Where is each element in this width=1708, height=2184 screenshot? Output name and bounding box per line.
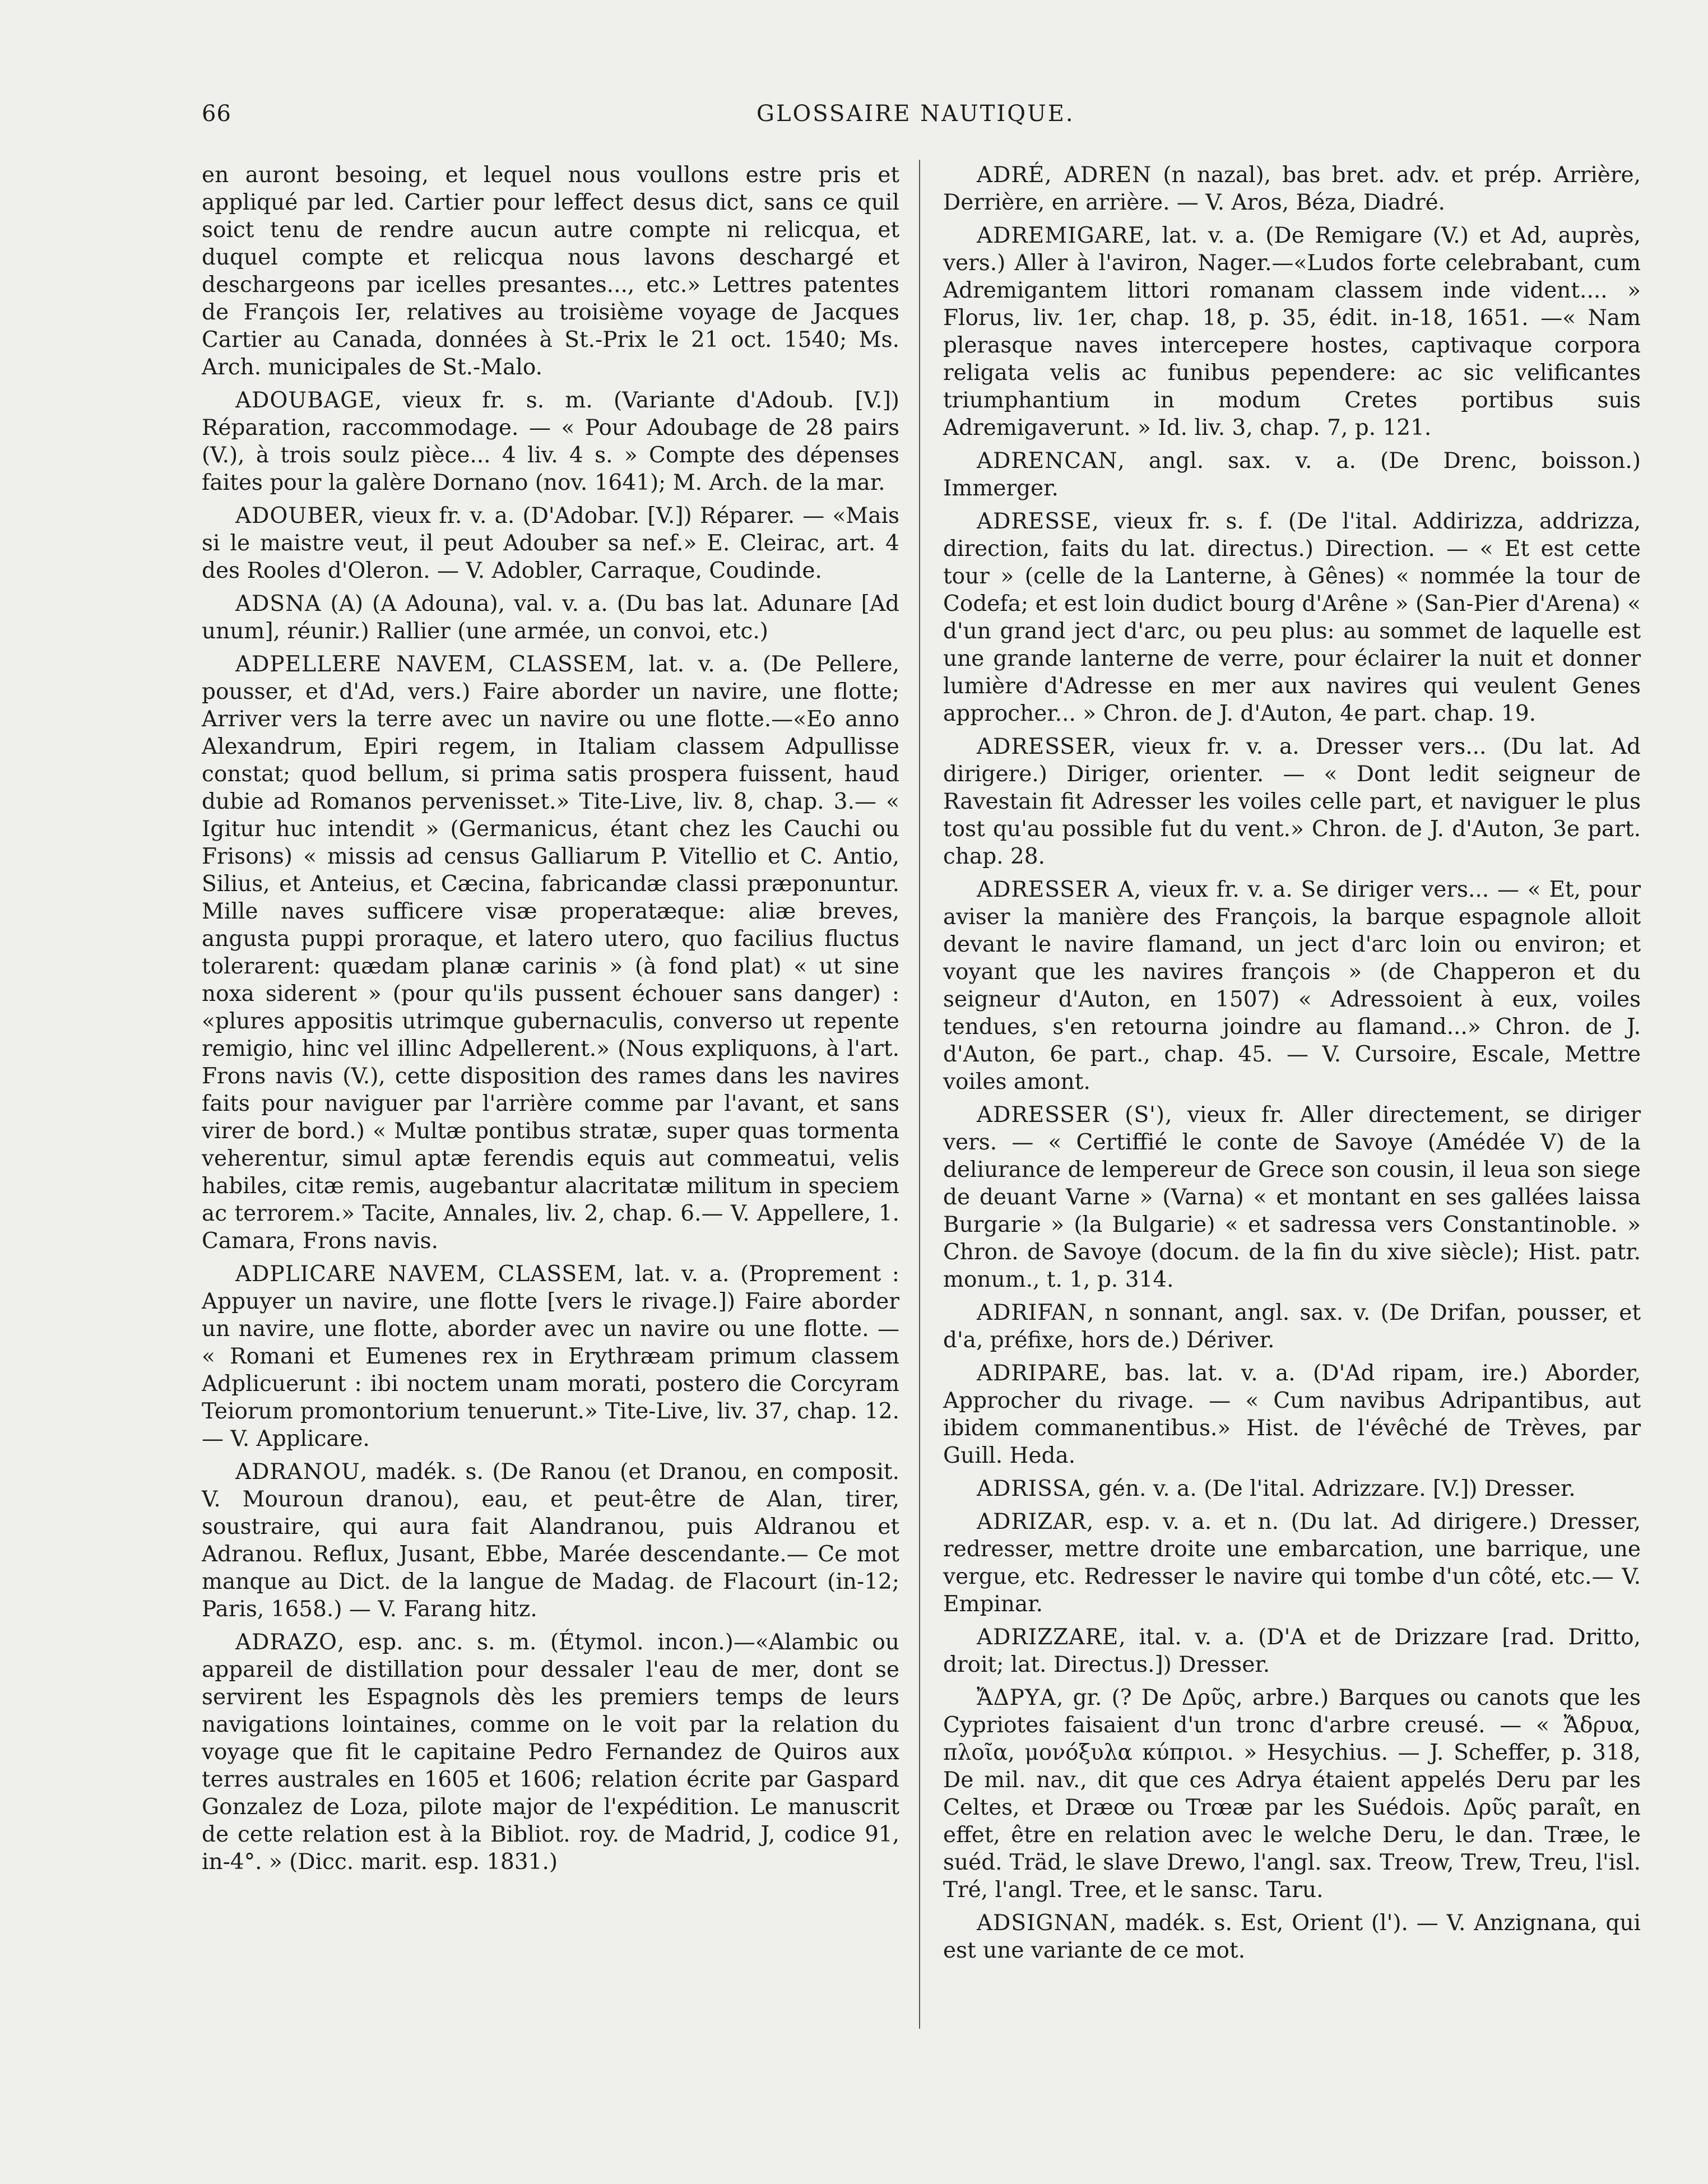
entry-text: , vieux fr. v. a. Se diriger vers... — « Et, pour aviser la manière des François, la barque espagnole alloit devant le navire flamand, un ject d'arc loin ou environ; et voyant que les navires françois » (de Chapperon et du seigneur d'Auton, en 1507) « Adressoient à eux, voiles tendues, s'en retourna joindre au flamand...» Chron. de J. d'Auton, 6e part., chap. 45. — V. Cursoire, Escale, Mettre voiles amont.	[943, 877, 1641, 1095]
entry-text: , vieux fr. s. m. (Variante d'Adoub. [V.]) Réparation, raccommodage. — « Pour Adoubage de 28 pairs (V.), à trois soulz pièce... 4 liv. 4 s. » Compte des dépenses faites pour la galère Dornano (nov. 1641); M. Arch. de la mar.	[202, 388, 899, 495]
glossary-entry	[943, 1475, 1641, 1503]
glossary-entry	[202, 502, 899, 585]
glossary-entry	[202, 161, 899, 381]
entry-headword: ADRIPARE	[977, 1361, 1101, 1386]
entry-text: (n nazal), bas bret. adv. et prép. Arrière, Derrière, en arrière. — V. Aros, Béza, Diadré.	[943, 163, 1641, 215]
glossary-entry	[943, 1101, 1641, 1293]
entry-text: , gr. (? De Δρῦς, arbre.) Barques ou canots que les Cypriotes faisaient d'un tronc d'arbre creusé. — « Ἄδρυα, πλοῖα, μονόξυλα κύπριοι. » Hesychius. — J. Scheffer, p. 318, De mil. nav., dit que ces Adrya étaient appelés Deru par les Celtes, et Dræœ ou Trœæ par les Suédois. Δρῦς paraît, en effet, être en relation avec le welche Deru, le dan. Træe, le suéd. Träd, le slave Drewo, l'angl. sax. Treow, Trew, Treu, l'isl. Tré, l'angl. Tree, et le sansc. Taru.	[943, 1685, 1641, 1903]
glossary-entry	[943, 1909, 1641, 1964]
glossary-entry	[943, 1508, 1641, 1618]
entry-headword: ADSIGNAN	[977, 1911, 1110, 1936]
entry-text: , gén. v. a. (De l'ital. Adrizzare. [V.]) Dresser.	[1084, 1476, 1576, 1501]
entry-text: , vieux fr. Aller directement, se diriger vers. — « Certiffié le conte de Savoye (Amédée V) de la deliurance de lempereur de Grece son cousin, il leua son siege de deuant Varne » (Varna) « et montant en ses gallées laissa Burgarie » (la Bulgarie) « et sadressa vers Constantinoble. » Chron. de Savoye (docum. de la fin du xive siècle); Hist. patr. monum., t. 1, p. 314.	[943, 1102, 1641, 1292]
running-title: GLOSSAIRE NAUTIQUE.	[756, 101, 1075, 127]
entry-text: (A) (A Adouna), val. v. a. (Du bas lat. Adunare [Ad unum], réunir.) Rallier (une armée, un convoi, etc.)	[202, 591, 899, 644]
entry-headword: ADREMIGARE	[977, 223, 1145, 248]
entry-headword: ADRIFAN	[977, 1300, 1088, 1325]
glossary-entry	[943, 222, 1641, 442]
entry-headword: ADRANOU	[235, 1459, 360, 1485]
glossary-entry	[202, 1260, 899, 1453]
glossary-entry	[202, 1629, 899, 1876]
glossary-entry	[202, 1458, 899, 1623]
entry-text: , madék. s. (De Ranou (et Dranou, en composit. V. Mouroun dranou), eau, et peut-être de Alan, tirer, soustraire, qui aura fait Alandranou, puis Aldranou et Adranou. Reflux, Jusant, Ebbe, Marée descendante.— Ce mot manque au Dict. de la langue de Madag. de Flacourt (in-12; Paris, 1658.) — V. Farang hitz.	[202, 1459, 899, 1622]
glossary-entry	[943, 1360, 1641, 1469]
right-column	[943, 161, 1641, 1970]
entry-text: , ital. v. a. (D'A et de Drizzare [rad. Dritto, droit; lat. Directus.]) Dresser.	[943, 1625, 1641, 1677]
entry-text: en auront besoing, et lequel nous voullons estre pris et appliqué par led. Cartier pour leffect desus dict, sans ce quil soict tenu de rendre aucun autre compte ni relicqua, et duquel compte et relicqua nous lavons deschargé et deschargeons par icelles presantes..., etc.» Lettres patentes de François Ier, relatives au troisième voyage de Jacques Cartier au Canada, données à St.-Prix le 21 oct. 1540; Ms. Arch. municipales de St.-Malo.	[202, 163, 899, 380]
glossary-entry	[202, 590, 899, 645]
entry-headword: ADOUBAGE	[235, 388, 375, 413]
entry-headword: ADPELLERE NAVEM, CLASSEM	[235, 652, 628, 677]
glossary-entry	[943, 1684, 1641, 1904]
entry-text: , n sonnant, angl. sax. v. (De Drifan, pousser, et d'a, préfixe, hors de.) Dériver.	[943, 1300, 1641, 1353]
entry-headword: ADRAZO	[235, 1630, 338, 1655]
glossary-entry	[943, 733, 1641, 870]
entry-text: , lat. v. a. (Proprement : Appuyer un navire, une flotte [vers le rivage.]) Faire aborder un navire, une flotte, aborder avec un navire ou une flotte. — « Romani et Eumenes rex in Erythræam primum classem Adplicuerunt : ibi noctem unam morati, postero die Corcyram Teiorum promontorium tenuerunt.» Tite-Live, liv. 37, chap. 12. — V. Applicare.	[202, 1262, 899, 1452]
entry-headword: ADOUBER	[235, 503, 358, 528]
glossary-entry	[943, 447, 1641, 502]
glossary-entry	[943, 161, 1641, 216]
entry-headword: ADRENCAN	[977, 448, 1118, 474]
page-number: 66	[202, 101, 231, 127]
glossary-entry	[202, 651, 899, 1255]
entry-headword: ADRIZZARE	[977, 1625, 1119, 1650]
entry-headword: ADRÉ, ADREN	[977, 163, 1152, 188]
column-divider	[919, 160, 920, 2029]
entry-text: , vieux fr. s. f. (De l'ital. Addirizza, addrizza, direction, faits du lat. directus.) Direction. — « Et est cette tour » (celle de la Lanterne, à Gênes) « nommée la tour de Codefa; et est loin dudict bourg d'Arêne » (San-Pier d'Arena) « d'un grand ject d'arc, ou peu plus: au sommet de laquelle est une grande lanterne de verre, pour éclairer la nuit et donner lumière d'Adresse en mer aux navires qui veulent Genes approcher... » Chron. de J. d'Auton, 4e part. chap. 19.	[943, 509, 1641, 726]
entry-headword: ADRESSER (S')	[977, 1102, 1166, 1128]
entry-headword: ADRESSER	[977, 734, 1109, 759]
entry-text: , angl. sax. v. a. (De Drenc, boisson.) Immerger.	[943, 448, 1641, 501]
entry-headword: ἌΔΡΥΑ	[977, 1685, 1056, 1710]
page-header	[202, 101, 1647, 140]
entry-headword: ADPLICARE NAVEM, CLASSEM	[235, 1262, 617, 1287]
entry-headword: ADRIZAR	[977, 1509, 1087, 1534]
glossary-entry	[943, 508, 1641, 727]
entry-headword: ADRESSE	[977, 509, 1092, 534]
entry-text: , lat. v. a. (De Remigare (V.) et Ad, auprès, vers.) Aller à l'aviron, Nager.—«Ludos forte celebrabant, cum Adremigantem littori romanam classem inde vident.... » Florus, liv. 1er, chap. 18, p. 35, édit. in-18, 1651. —« Nam plerasque naves intercepere hostes, captivaque corpora religata velis ac funibus pependere: ac sic velificantes triumphantium in modum Cretes portibus suis Adremigaverunt. » Id. liv. 3, chap. 7, p. 121.	[943, 223, 1641, 440]
entry-headword: ADRESSER A	[977, 877, 1134, 902]
glossary-entry	[943, 1299, 1641, 1354]
entry-text: , bas. lat. v. a. (D'Ad ripam, ire.) Aborder, Approcher du rivage. — « Cum navibus Adripantibus, aut ibidem commanentibus.» Hist. de l'évêché de Trèves, par Guill. Heda.	[943, 1361, 1641, 1468]
entry-text: , madék. s. Est, Orient (l'). — V. Anzignana, qui est une variante de ce mot.	[943, 1911, 1641, 1963]
entry-text: , vieux fr. v. a. Dresser vers... (Du lat. Ad dirigere.) Diriger, orienter. — « Dont ledit seigneur de Ravestain fit Adresser les voiles celle part, et naviguer le plus tost qu'au possible fut du vent.» Chron. de J. d'Auton, 3e part. chap. 28.	[943, 734, 1641, 869]
entry-headword: ADSNA	[235, 591, 322, 616]
entry-text: , esp. anc. s. m. (Étymol. incon.)—«Alambic ou appareil de distillation pour dessaler l'eau de mer, dont se servirent les Espagnols dès les premiers temps de leurs navigations lointaines, comme on le voit par la relation du voyage que fit le capitaine Pedro Fernandez de Quiros aux terres australes en 1605 et 1606; relation écrite par Gaspard Gonzalez de Loza, pilote major de l'expédition. Le manuscrit de cette relation est à la Bibliot. roy. de Madrid, J, codice 91, in-4°. » (Dicc. marit. esp. 1831.)	[202, 1630, 899, 1875]
entry-text: , esp. v. a. et n. (Du lat. Ad dirigere.) Dresser, redresser, mettre droite une embarcation, une barrique, une vergue, etc. Redresser le navire qui tombe d'un côté, etc.— V. Empinar.	[943, 1509, 1641, 1617]
glossary-entry	[943, 876, 1641, 1096]
glossary-entry	[943, 1624, 1641, 1678]
entry-text: , lat. v. a. (De Pellere, pousser, et d'Ad, vers.) Faire aborder un navire, une flotte; Arriver vers la terre avec un navire ou une flotte.—«Eo anno Alexandrum, Epiri regem, in Italiam classem Adpullisse constat; quod bellum, si prima satis prospera fuissent, haud dubie ad Romanos pervenisset.» Tite-Live, liv. 8, chap. 3.— « Igitur huc intendit » (Germanicus, étant chez les Cauchi ou Frisons) « missis ad census Galliarum P. Vitellio et C. Antio, Silius, et Anteius, et Cæcina, fabricandæ classi præponuntur. Mille naves sufficere visæ properatæque: aliæ breves, angusta puppi proraque, et latero utero, quo facilius fluctus tolerarent: quædam planæ carinis » (à fond plat) « ut sine noxa siderent » (pour qu'ils pussent échouer sans danger) : «plures appositis utrimque gubernaculis, converso ut repente remigio, hinc vel illinc Adpellerent.» (Nous expliquons, à l'art. Frons navis (V.), cette disposition des rames dans les navires faits pour naviguer par l'arrière comme par l'avant, et sans virer de bord.) « Multæ pontibus stratæ, super quas tormenta veherentur, simul aptæ ferendis equis aut commeatui, velis habiles, citæ remis, augebantur alacritatæ militum in speciem ac terrorem.» Tacite, Annales, liv. 2, chap. 6.— V. Appellere, 1. Camara, Frons navis.	[202, 652, 899, 1254]
glossary-entry	[202, 387, 899, 497]
entry-text: , vieux fr. v. a. (D'Adobar. [V.]) Réparer. — «Mais si le maistre veut, il peut Adouber sa nef.» E. Cleirac, art. 4 des Rooles d'Oleron. — V. Adobler, Carraque, Coudinde.	[202, 503, 899, 583]
entry-headword: ADRISSA	[977, 1476, 1085, 1501]
left-column	[202, 161, 899, 1881]
